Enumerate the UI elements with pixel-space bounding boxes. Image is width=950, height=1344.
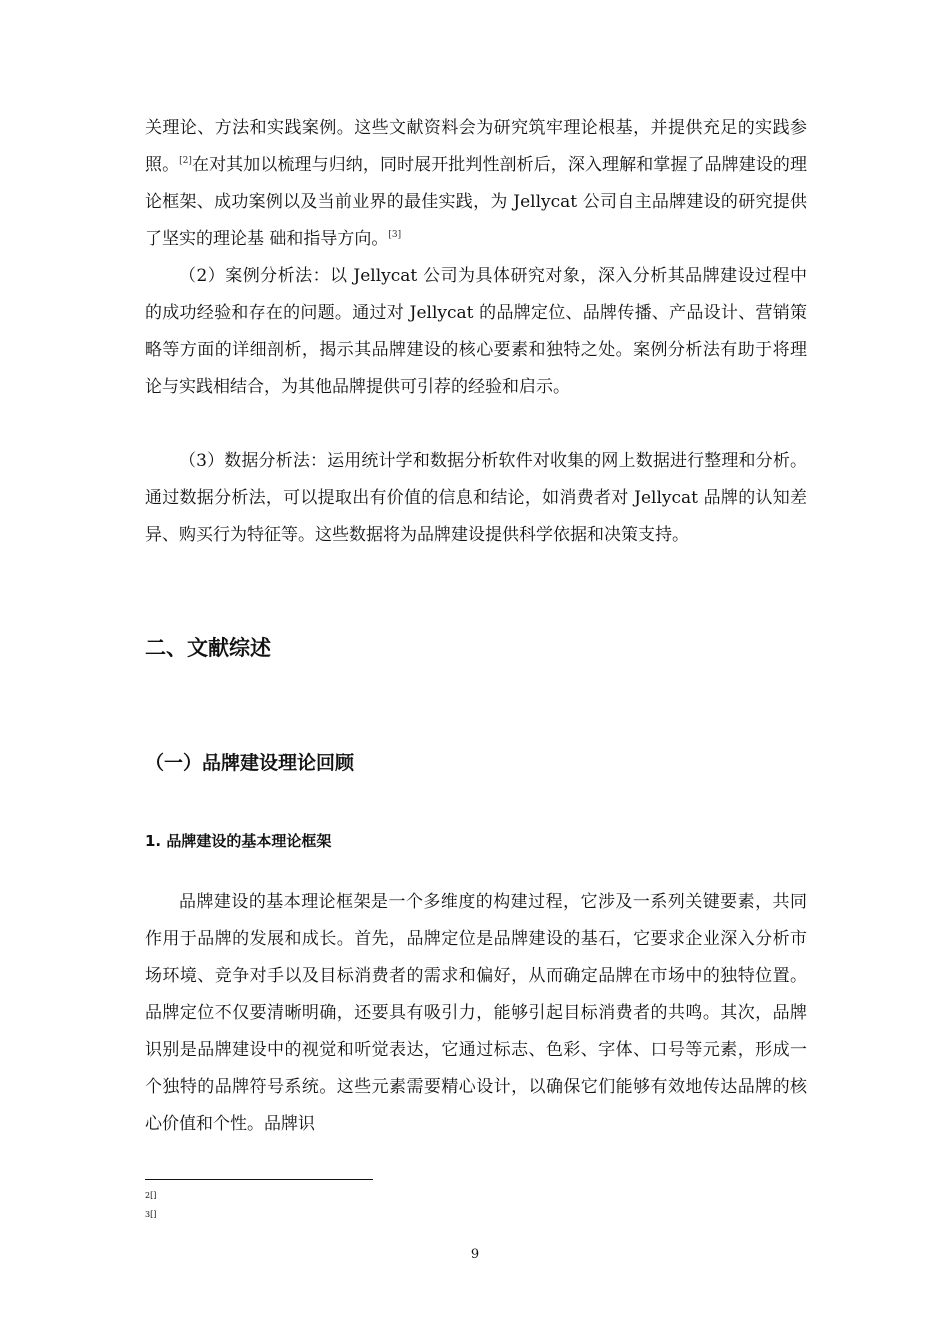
footnote-2: 2[] [145, 1191, 157, 1200]
intro-text-2: 在对其加以梳理与归纳，同时展开批判性剖析后，深入理解和掌握了品牌建设的理论框架、成功案例以及当前业界的最佳实践，为 Jellycat 公司自主品牌建设的研究提供了坚实的理论基 础和指导方向。 [145, 155, 807, 249]
subsubsection-heading: 1. 品牌建设的基本理论框架 [145, 832, 332, 850]
citation-ref-2[interactable]: [2] [179, 156, 192, 166]
section-heading: 二、文献综述 [145, 636, 271, 660]
intro-text-1: 关理论、方法和实践案例。这些文献资料会为研究筑牢理论根基，并提供充足的实践参照。 [145, 118, 807, 175]
subsection-heading: （一）品牌建设理论回顾 [145, 752, 355, 774]
data-analysis-paragraph: （3）数据分析法：运用统计学和数据分析软件对收集的网上数据进行整理和分析。通过数据分析法，可以提取出有价值的信息和结论，如消费者对 Jellycat 品牌的认知差异、购买行为特征等。这些数据将为品牌建设提供科学依据和决策支持。 [145, 451, 807, 545]
footnote-divider [145, 1179, 373, 1180]
intro-paragraph [145, 110, 807, 258]
body-paragraph: 品牌建设的基本理论框架是一个多维度的构建过程，它涉及一系列关键要素，共同作用于品牌的发展和成长。首先，品牌定位是品牌建设的基石，它要求企业深入分析市场环境、竞争对手以及目标消费者的需求和偏好，从而确定品牌在市场中的独特位置。品牌定位不仅要清晰明确，还要具有吸引力，能够引起目标消费者的共鸣。其次，品牌识别是品牌建设中的视觉和听觉表达，它通过标志、色彩、字体、口号等元素，形成一个独特的品牌符号系统。这些元素需要精心设计，以确保它们能够有效地传达品牌的核心价值和个性。品牌识 [145, 892, 807, 1134]
footnote-3: 3[] [145, 1210, 157, 1219]
case-analysis-paragraph: （2）案例分析法：以 Jellycat 公司为具体研究对象，深入分析其品牌建设过程中的成功经验和存在的问题。通过对 Jellycat 的品牌定位、品牌传播、产品设计、营销策略等方面的详细剖析，揭示其品牌建设的核心要素和独特之处。案例分析法有助于将理论与实践相结合，为其他品牌提供可引荐的经验和启示。 [145, 266, 807, 397]
page-number: 9 [470, 1247, 480, 1262]
citation-ref-3[interactable]: [3] [388, 230, 402, 240]
